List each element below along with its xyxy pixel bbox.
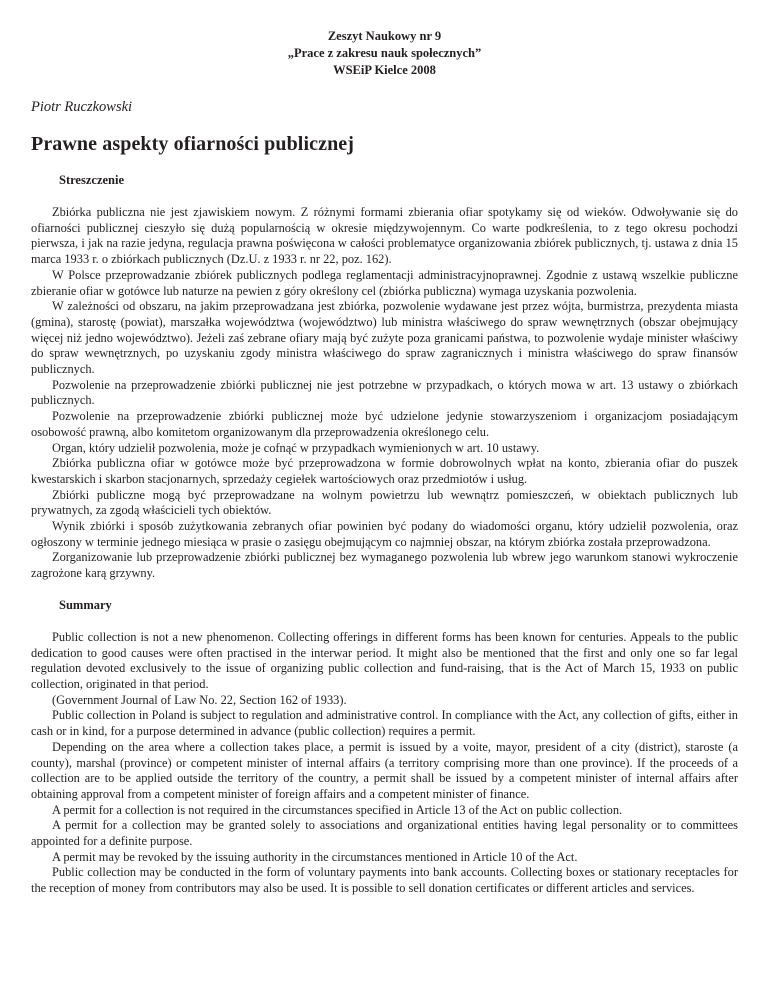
journal-header — [31, 28, 738, 79]
paragraph: Public collection may be conducted in the form of voluntary payments into bank accounts. Collecting boxes or stationary receptacles for the reception of money from contributors may also be used. It is possible to sell donation certificates or different articles and services. — [31, 865, 738, 896]
paragraph: Wynik zbiórki i sposób zużytkowania zebranych ofiar powinien być podany do wiadomości organu, który udzielił pozwolenia, oraz ogłoszony w terminie jednego miesiąca w prasie o zasięgu obejmującym co najmniej obszar, na którym zbiórka została przeprowadzona. — [31, 519, 738, 549]
paragraph: Pozwolenie na przeprowadzenie zbiórki publicznej nie jest potrzebne w przypadkach, o których mowa w art. 13 ustawy o zbiórkach publicznych. — [31, 377, 738, 408]
paragraph: Public collection is not a new phenomenon. Collecting offerings in different forms has been known for centuries. Appeals to the public dedication to good causes were often practised in the interwar period. It might also be mentioned that the first and only one so far legal regulation devoted exclusively to the issue of organizing public collection and fund-raising, that is the Act of March 15, 1933 on public collection, originated in that period. — [31, 629, 738, 691]
author-name: Piotr Ruczkowski — [31, 99, 133, 115]
paragraph: Depending on the area where a collection takes place, a permit is issued by a voite, mayor, president of a city (district), staroste (a county), marshal (province) or competent minister of internal affairs (a territory comprising more than one province). If the proceeds of a collection are to be applied outside the territory of the country, a permit shall be issued by a competent minister of internal affairs after obtaining approval from a competent minister of foreign affairs and a competent minister of finance. — [31, 739, 738, 801]
paragraph: Pozwolenie na przeprowadzenie zbiórki publicznej może być udzielone jedynie stowarzyszeniom i organizacjom posiadającym osobowość prawną, albo komitetom organizowanym dla przeprowadzenia określonego celu. — [31, 409, 738, 439]
abstract-body-en — [31, 630, 738, 897]
paragraph: Zorganizowanie lub przeprowadzenie zbiórki publicznej bez wymaganego pozwolenia lub wbrew jego warunkom stanowi wykroczenie zagrożone karą grzywny. — [31, 550, 738, 581]
paragraph: Public collection in Poland is subject to regulation and administrative control. In compliance with the Act, any collection of gifts, either in cash or in kind, for a purpose determined in advance (public collection) requires a permit. — [31, 708, 738, 739]
paragraph: (Government Journal of Law No. 22, Section 162 of 1933). — [52, 692, 347, 707]
journal-publisher: WSEiP Kielce 2008 — [333, 63, 436, 77]
document-page — [31, 0, 738, 897]
paragraph: Zbiórka publiczna nie jest zjawiskiem nowym. Z różnymi formami zbierania ofiar spotykamy się od wieków. Odwoływanie się do ofiarności publicznej cieszyło się dużą popularnością w okresie międzywojennym. Co warte podkreślenia, to z tego okresu pochodzi pierwsza, i jak na razie jedyna, regulacja prawna poświęcona w całości problematyce organizowania zbiórek publicznych, tj. ustawa z dnia 15 marca 1933 r. o zbiórkach publicznych (Dz.U. z 1933 r. nr 22, poz. 162). — [31, 205, 738, 267]
abstract-body-pl — [31, 205, 738, 582]
abstract-heading-en: Summary — [59, 597, 112, 612]
paragraph: Zbiórki publiczne mogą być przeprowadzane na wolnym powietrzu lub wewnątrz pomieszczeń, w obiektach publicznych lub prywatnych, za zgodą właścicieli tych obiektów. — [31, 487, 738, 518]
paragraph: Zbiórka publiczna ofiar w gotówce może być przeprowadzona w formie dobrowolnych wpłat na konto, zbierania ofiar do puszek kwestarskich i skarbon stacjonarnych, sprzedaży cegiełek wartościowych oraz przedmiotów i usług. — [31, 456, 738, 486]
journal-name: Zeszyt Naukowy nr 9 — [327, 29, 442, 43]
paragraph: Organ, który udzielił pozwolenia, może je cofnąć w przypadkach wymienionych w art. 10 ustawy. — [52, 440, 540, 455]
paragraph: W Polsce przeprowadzanie zbiórek publicznych podlega reglamentacji administracyjnoprawnej. Zgodnie z ustawą wszelkie publiczne zbieranie ofiar w gotówce lub naturze na pewien z góry określony cel (zbiórka publiczna) wymaga uzyskania pozwolenia. — [31, 267, 738, 298]
paragraph: A permit for a collection is not required in the circumstances specified in Article 13 of the Act on public collection. — [52, 802, 623, 817]
paragraph: A permit for a collection may be granted solely to associations and organizational entities having legal personality or to committees appointed for a definite purpose. — [31, 818, 738, 849]
abstract-heading-pl: Streszczenie — [59, 173, 125, 187]
paper-title: Prawne aspekty ofiarności publicznej — [31, 133, 355, 155]
paragraph: W zależności od obszaru, na jakim przeprowadzana jest zbiórka, pozwolenie wydawane jest przez wójta, burmistrza, prezydenta miasta (gmina), starostę (powiat), marszałka województwa (województwo) lub ministra właściwego do spraw wewnętrznych (obszar obejmujący więcej niż jedno województwo). Jeżeli zaś zebrane ofiary mają być zużyte poza granicami państwa, to pozwolenie wydaje minister właściwy do spraw wewnętrznych, po uzyskaniu zgody ministra właściwego do spraw zagranicznych i ministra właściwego do spraw finansów publicznych. — [31, 299, 738, 377]
paragraph: A permit may be revoked by the issuing authority in the circumstances mentioned in Article 10 of the Act. — [52, 849, 578, 864]
journal-series: „Prace z zakresu nauk społecznych” — [287, 46, 482, 60]
